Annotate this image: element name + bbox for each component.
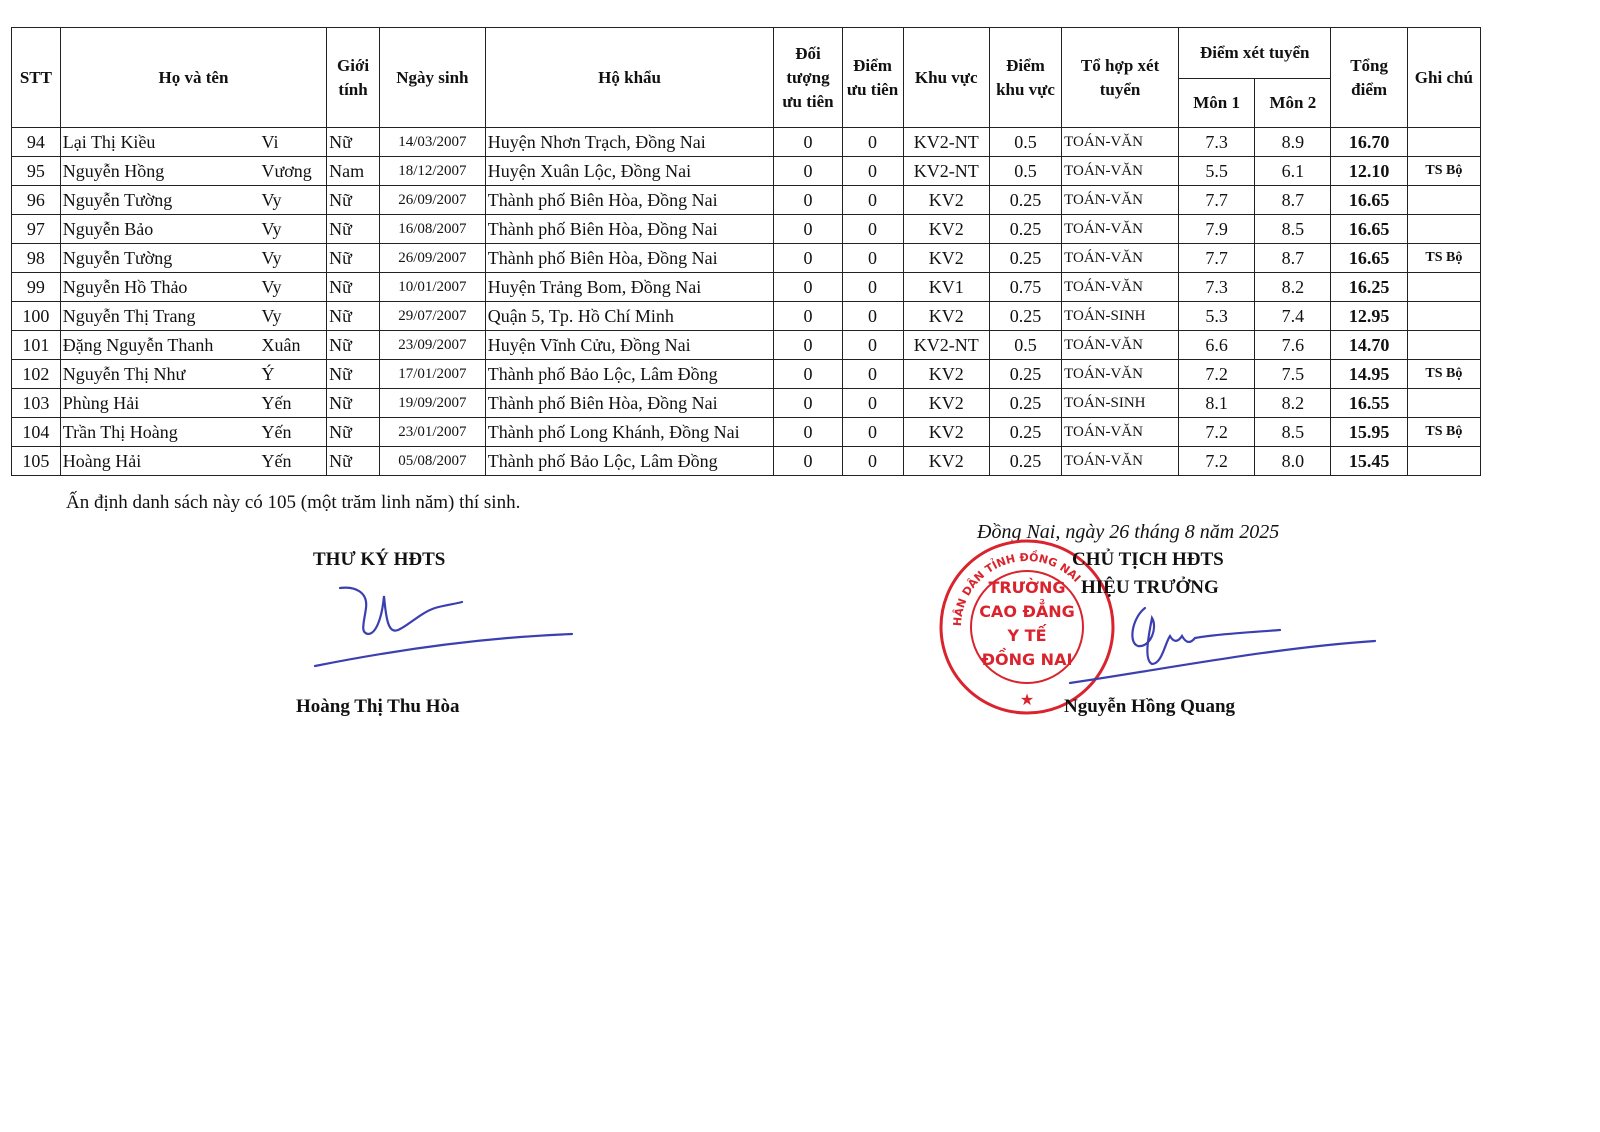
region-points-cell: 0.75 bbox=[989, 273, 1061, 302]
combo-cell: TOÁN-VĂN bbox=[1062, 157, 1179, 186]
stt-cell: 101 bbox=[12, 331, 61, 360]
gender-cell: Nữ bbox=[327, 186, 380, 215]
subject2-cell: 8.5 bbox=[1255, 418, 1331, 447]
header-dob: Ngày sinh bbox=[380, 28, 486, 128]
region-points-cell: 0.25 bbox=[989, 302, 1061, 331]
note-cell bbox=[1407, 215, 1480, 244]
subject1-cell: 7.2 bbox=[1179, 447, 1255, 476]
priority-group-cell: 0 bbox=[774, 215, 842, 244]
stt-cell: 99 bbox=[12, 273, 61, 302]
stt-cell: 100 bbox=[12, 302, 61, 331]
header-name: Họ và tên bbox=[60, 28, 326, 128]
header-subject1: Môn 1 bbox=[1179, 79, 1255, 128]
priority-group-cell: 0 bbox=[774, 389, 842, 418]
priority-group-cell: 0 bbox=[774, 302, 842, 331]
region-points-cell: 0.25 bbox=[989, 244, 1061, 273]
chair-signature bbox=[1040, 598, 1380, 698]
region-cell: KV2 bbox=[903, 360, 989, 389]
given-name-cell: Vy bbox=[260, 215, 327, 244]
dob-cell: 26/09/2007 bbox=[380, 244, 486, 273]
header-stt: STT bbox=[12, 28, 61, 128]
combo-cell: TOÁN-VĂN bbox=[1062, 186, 1179, 215]
priority-points-cell: 0 bbox=[842, 331, 903, 360]
region-cell: KV2 bbox=[903, 244, 989, 273]
total-cell: 16.65 bbox=[1331, 215, 1407, 244]
header-total: Tổng điểm bbox=[1331, 28, 1407, 128]
table-row bbox=[12, 418, 1481, 447]
combo-cell: TOÁN-VĂN bbox=[1062, 447, 1179, 476]
given-name-cell: Vi bbox=[260, 128, 327, 157]
gender-cell: Nữ bbox=[327, 128, 380, 157]
priority-group-cell: 0 bbox=[774, 157, 842, 186]
secretary-signature bbox=[310, 578, 580, 678]
table-row bbox=[12, 244, 1481, 273]
stt-cell: 94 bbox=[12, 128, 61, 157]
priority-group-cell: 0 bbox=[774, 447, 842, 476]
note-cell: TS Bộ bbox=[1407, 418, 1480, 447]
given-name-cell: Vương bbox=[260, 157, 327, 186]
priority-group-cell: 0 bbox=[774, 360, 842, 389]
note-cell: TS Bộ bbox=[1407, 157, 1480, 186]
list-summary: Ấn định danh sách này có 105 (một trăm linh năm) thí sinh. bbox=[66, 492, 521, 513]
priority-group-cell: 0 bbox=[774, 244, 842, 273]
table-row bbox=[12, 360, 1481, 389]
combo-cell: TOÁN-VĂN bbox=[1062, 418, 1179, 447]
subject1-cell: 7.9 bbox=[1179, 215, 1255, 244]
region-points-cell: 0.5 bbox=[989, 331, 1061, 360]
secretary-title: THƯ KÝ HĐTS bbox=[313, 549, 446, 570]
gender-cell: Nữ bbox=[327, 331, 380, 360]
region-points-cell: 0.25 bbox=[989, 389, 1061, 418]
note-cell bbox=[1407, 128, 1480, 157]
priority-points-cell: 0 bbox=[842, 389, 903, 418]
subject1-cell: 6.6 bbox=[1179, 331, 1255, 360]
stt-cell: 95 bbox=[12, 157, 61, 186]
given-name-cell: Vy bbox=[260, 302, 327, 331]
subject2-cell: 8.5 bbox=[1255, 215, 1331, 244]
given-name-cell: Vy bbox=[260, 244, 327, 273]
gender-cell: Nữ bbox=[327, 389, 380, 418]
total-cell: 15.95 bbox=[1331, 418, 1407, 447]
secretary-name: Hoàng Thị Thu Hòa bbox=[296, 696, 460, 717]
name-cell: Trần Thị Hoàng bbox=[60, 418, 259, 447]
header-subject2: Môn 2 bbox=[1255, 79, 1331, 128]
header-region-points: Điểm khu vực bbox=[989, 28, 1061, 128]
residence-cell: Huyện Nhơn Trạch, Đồng Nai bbox=[485, 128, 774, 157]
header-priority-points: Điểm ưu tiên bbox=[842, 28, 903, 128]
dob-cell: 05/08/2007 bbox=[380, 447, 486, 476]
region-points-cell: 0.25 bbox=[989, 418, 1061, 447]
region-cell: KV1 bbox=[903, 273, 989, 302]
dob-cell: 29/07/2007 bbox=[380, 302, 486, 331]
total-cell: 14.95 bbox=[1331, 360, 1407, 389]
stt-cell: 96 bbox=[12, 186, 61, 215]
total-cell: 12.95 bbox=[1331, 302, 1407, 331]
name-cell: Nguyễn Bảo bbox=[60, 215, 259, 244]
gender-cell: Nữ bbox=[327, 360, 380, 389]
note-cell bbox=[1407, 447, 1480, 476]
header-combo: Tổ hợp xét tuyển bbox=[1062, 28, 1179, 128]
subject1-cell: 7.7 bbox=[1179, 244, 1255, 273]
priority-group-cell: 0 bbox=[774, 331, 842, 360]
given-name-cell: Yến bbox=[260, 447, 327, 476]
priority-points-cell: 0 bbox=[842, 128, 903, 157]
subject2-cell: 8.7 bbox=[1255, 186, 1331, 215]
name-cell: Nguyễn Hồ Thảo bbox=[60, 273, 259, 302]
table-row bbox=[12, 186, 1481, 215]
region-points-cell: 0.25 bbox=[989, 186, 1061, 215]
total-cell: 16.65 bbox=[1331, 244, 1407, 273]
stt-cell: 98 bbox=[12, 244, 61, 273]
svg-text:Y TẾ: Y TẾ bbox=[1007, 626, 1047, 645]
residence-cell: Huyện Vĩnh Cửu, Đồng Nai bbox=[485, 331, 774, 360]
subject2-cell: 7.5 bbox=[1255, 360, 1331, 389]
region-points-cell: 0.5 bbox=[989, 128, 1061, 157]
priority-points-cell: 0 bbox=[842, 186, 903, 215]
residence-cell: Thành phố Long Khánh, Đồng Nai bbox=[485, 418, 774, 447]
region-cell: KV2 bbox=[903, 418, 989, 447]
header-region: Khu vực bbox=[903, 28, 989, 128]
given-name-cell: Vy bbox=[260, 186, 327, 215]
svg-text:CAO ĐẲNG: CAO ĐẲNG bbox=[979, 602, 1075, 621]
combo-cell: TOÁN-VĂN bbox=[1062, 273, 1179, 302]
subject2-cell: 7.4 bbox=[1255, 302, 1331, 331]
table-row bbox=[12, 157, 1481, 186]
residence-cell: Thành phố Biên Hòa, Đồng Nai bbox=[485, 215, 774, 244]
subject1-cell: 7.3 bbox=[1179, 273, 1255, 302]
total-cell: 15.45 bbox=[1331, 447, 1407, 476]
name-cell: Nguyễn Thị Như bbox=[60, 360, 259, 389]
residence-cell: Thành phố Biên Hòa, Đồng Nai bbox=[485, 389, 774, 418]
priority-group-cell: 0 bbox=[774, 128, 842, 157]
candidate-table bbox=[11, 27, 1481, 476]
priority-points-cell: 0 bbox=[842, 360, 903, 389]
combo-cell: TOÁN-VĂN bbox=[1062, 215, 1179, 244]
residence-cell: Huyện Trảng Bom, Đồng Nai bbox=[485, 273, 774, 302]
table-row bbox=[12, 215, 1481, 244]
subject1-cell: 7.3 bbox=[1179, 128, 1255, 157]
chair-name: Nguyễn Hồng Quang bbox=[1064, 696, 1236, 717]
dob-cell: 18/12/2007 bbox=[380, 157, 486, 186]
note-cell bbox=[1407, 331, 1480, 360]
stt-cell: 102 bbox=[12, 360, 61, 389]
stt-cell: 97 bbox=[12, 215, 61, 244]
total-cell: 16.25 bbox=[1331, 273, 1407, 302]
header-priority-group: Đối tượng ưu tiên bbox=[774, 28, 842, 128]
total-cell: 16.70 bbox=[1331, 128, 1407, 157]
priority-points-cell: 0 bbox=[842, 215, 903, 244]
stt-cell: 105 bbox=[12, 447, 61, 476]
chair-title: CHỦ TỊCH HĐTS bbox=[1072, 549, 1224, 570]
region-cell: KV2 bbox=[903, 302, 989, 331]
dob-cell: 10/01/2007 bbox=[380, 273, 486, 302]
name-cell: Hoàng Hải bbox=[60, 447, 259, 476]
subject2-cell: 7.6 bbox=[1255, 331, 1331, 360]
name-cell: Phùng Hải bbox=[60, 389, 259, 418]
subject1-cell: 8.1 bbox=[1179, 389, 1255, 418]
residence-cell: Huyện Xuân Lộc, Đồng Nai bbox=[485, 157, 774, 186]
table-row bbox=[12, 389, 1481, 418]
gender-cell: Nữ bbox=[327, 215, 380, 244]
name-cell: Lại Thị Kiều bbox=[60, 128, 259, 157]
region-cell: KV2 bbox=[903, 215, 989, 244]
name-cell: Nguyễn Hồng bbox=[60, 157, 259, 186]
priority-points-cell: 0 bbox=[842, 418, 903, 447]
subject2-cell: 8.2 bbox=[1255, 273, 1331, 302]
total-cell: 16.55 bbox=[1331, 389, 1407, 418]
name-cell: Nguyễn Tường bbox=[60, 244, 259, 273]
combo-cell: TOÁN-VĂN bbox=[1062, 360, 1179, 389]
region-cell: KV2 bbox=[903, 447, 989, 476]
note-cell bbox=[1407, 186, 1480, 215]
dob-cell: 23/01/2007 bbox=[380, 418, 486, 447]
svg-text:TRƯỜNG: TRƯỜNG bbox=[988, 578, 1066, 597]
name-cell: Nguyễn Thị Trang bbox=[60, 302, 259, 331]
gender-cell: Nữ bbox=[327, 447, 380, 476]
name-cell: Nguyễn Tường bbox=[60, 186, 259, 215]
note-cell bbox=[1407, 273, 1480, 302]
svg-text:UỶ BAN NHÂN DÂN TỈNH ĐỒNG NAI: UỶ BAN NHÂN DÂN TỈNH ĐỒNG NAI bbox=[932, 527, 1084, 627]
region-cell: KV2-NT bbox=[903, 128, 989, 157]
priority-points-cell: 0 bbox=[842, 244, 903, 273]
subject1-cell: 7.2 bbox=[1179, 418, 1255, 447]
given-name-cell: Vy bbox=[260, 273, 327, 302]
region-cell: KV2-NT bbox=[903, 157, 989, 186]
table-row bbox=[12, 302, 1481, 331]
region-cell: KV2-NT bbox=[903, 331, 989, 360]
gender-cell: Nữ bbox=[327, 302, 380, 331]
table-row bbox=[12, 447, 1481, 476]
region-points-cell: 0.25 bbox=[989, 360, 1061, 389]
gender-cell: Nam bbox=[327, 157, 380, 186]
subject2-cell: 8.9 bbox=[1255, 128, 1331, 157]
dob-cell: 17/01/2007 bbox=[380, 360, 486, 389]
priority-points-cell: 0 bbox=[842, 157, 903, 186]
subject1-cell: 7.2 bbox=[1179, 360, 1255, 389]
residence-cell: Thành phố Bảo Lộc, Lâm Đồng bbox=[485, 360, 774, 389]
region-cell: KV2 bbox=[903, 389, 989, 418]
subject1-cell: 5.5 bbox=[1179, 157, 1255, 186]
table-row bbox=[12, 128, 1481, 157]
svg-text:ĐỒNG NAI: ĐỒNG NAI bbox=[981, 650, 1073, 669]
rector-title: HIỆU TRƯỞNG bbox=[1081, 577, 1219, 598]
note-cell: TS Bộ bbox=[1407, 360, 1480, 389]
subject2-cell: 6.1 bbox=[1255, 157, 1331, 186]
subject1-cell: 7.7 bbox=[1179, 186, 1255, 215]
residence-cell: Quận 5, Tp. Hồ Chí Minh bbox=[485, 302, 774, 331]
note-cell bbox=[1407, 389, 1480, 418]
priority-points-cell: 0 bbox=[842, 447, 903, 476]
total-cell: 12.10 bbox=[1331, 157, 1407, 186]
subject1-cell: 5.3 bbox=[1179, 302, 1255, 331]
combo-cell: TOÁN-SINH bbox=[1062, 389, 1179, 418]
table-row bbox=[12, 331, 1481, 360]
name-cell: Đặng Nguyễn Thanh bbox=[60, 331, 259, 360]
note-cell: TS Bộ bbox=[1407, 244, 1480, 273]
dob-cell: 16/08/2007 bbox=[380, 215, 486, 244]
given-name-cell: Ý bbox=[260, 360, 327, 389]
gender-cell: Nữ bbox=[327, 418, 380, 447]
header-residence: Hộ khẩu bbox=[485, 28, 774, 128]
total-cell: 16.65 bbox=[1331, 186, 1407, 215]
gender-cell: Nữ bbox=[327, 244, 380, 273]
stt-cell: 103 bbox=[12, 389, 61, 418]
priority-points-cell: 0 bbox=[842, 273, 903, 302]
header-note: Ghi chú bbox=[1407, 28, 1480, 128]
combo-cell: TOÁN-VĂN bbox=[1062, 128, 1179, 157]
dob-cell: 23/09/2007 bbox=[380, 331, 486, 360]
priority-group-cell: 0 bbox=[774, 418, 842, 447]
priority-points-cell: 0 bbox=[842, 302, 903, 331]
given-name-cell: Xuân bbox=[260, 331, 327, 360]
subject2-cell: 8.2 bbox=[1255, 389, 1331, 418]
dob-cell: 26/09/2007 bbox=[380, 186, 486, 215]
region-points-cell: 0.25 bbox=[989, 215, 1061, 244]
total-cell: 14.70 bbox=[1331, 331, 1407, 360]
header-gender: Giới tính bbox=[327, 28, 380, 128]
region-points-cell: 0.5 bbox=[989, 157, 1061, 186]
given-name-cell: Yến bbox=[260, 418, 327, 447]
region-cell: KV2 bbox=[903, 186, 989, 215]
residence-cell: Thành phố Biên Hòa, Đồng Nai bbox=[485, 186, 774, 215]
stt-cell: 104 bbox=[12, 418, 61, 447]
residence-cell: Thành phố Biên Hòa, Đồng Nai bbox=[485, 244, 774, 273]
dob-cell: 14/03/2007 bbox=[380, 128, 486, 157]
header-score-group: Điểm xét tuyển bbox=[1179, 28, 1331, 79]
priority-group-cell: 0 bbox=[774, 273, 842, 302]
svg-text:★: ★ bbox=[1019, 690, 1035, 709]
dob-cell: 19/09/2007 bbox=[380, 389, 486, 418]
gender-cell: Nữ bbox=[327, 273, 380, 302]
given-name-cell: Yến bbox=[260, 389, 327, 418]
note-cell bbox=[1407, 302, 1480, 331]
combo-cell: TOÁN-VĂN bbox=[1062, 244, 1179, 273]
residence-cell: Thành phố Bảo Lộc, Lâm Đồng bbox=[485, 447, 774, 476]
region-points-cell: 0.25 bbox=[989, 447, 1061, 476]
subject2-cell: 8.0 bbox=[1255, 447, 1331, 476]
combo-cell: TOÁN-VĂN bbox=[1062, 331, 1179, 360]
table-body bbox=[12, 128, 1481, 476]
subject2-cell: 8.7 bbox=[1255, 244, 1331, 273]
place-date: Đồng Nai, ngày 26 tháng 8 năm 2025 bbox=[977, 521, 1280, 543]
combo-cell: TOÁN-SINH bbox=[1062, 302, 1179, 331]
priority-group-cell: 0 bbox=[774, 186, 842, 215]
table-row bbox=[12, 273, 1481, 302]
